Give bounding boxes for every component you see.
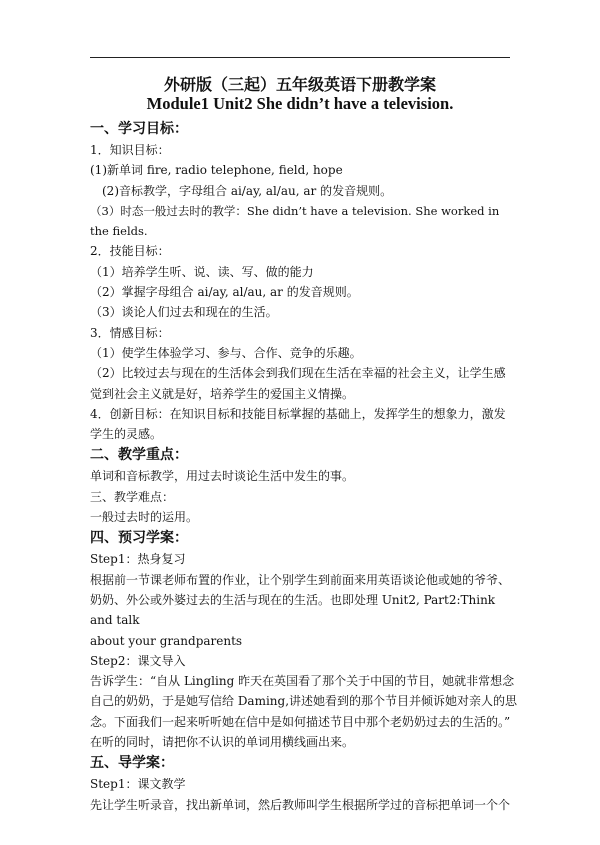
- preview-step-2-line-3: 念。下面我们一起来听听她在信中是如何描述节目中那个老奶奶过去的生活的。”: [90, 714, 511, 729]
- knowledge-item-2: (2)音标教学，字母组合 ai/ay, al/au, ar 的发音规则。: [102, 183, 393, 198]
- preview-step-2: Step2：课文导入: [90, 653, 186, 668]
- creative-line-1: 4．创新目标：在知识目标和技能目标掌握的基础上，发挥学生的想象力，激发: [90, 406, 506, 421]
- guide-step-1-line-1: 先让学生听录音，找出新单词，然后教师叫学生根据所学过的音标把单词一个个: [90, 797, 511, 812]
- preview-step-2-line-1: 告诉学生：“自从 Lingling 昨天在英国看了那个关于中国的节目，她就非常想念: [90, 674, 515, 689]
- emotion-item-2-line-2: 觉到社会主义就是好，培养学生的爱国主义情操。: [90, 386, 355, 401]
- document-subtitle: Module1 Unit2 She didn’t have a television.: [146, 94, 454, 113]
- difficulties-text: 一般过去时的运用。: [90, 510, 199, 525]
- preview-step-2-line-2: 自己的奶奶，于是她写信给 Daming,讲述她看到的那个节目并倾诉她对亲人的思: [90, 694, 518, 709]
- knowledge-label: 1．知识目标：: [90, 143, 170, 157]
- header-rule: [90, 57, 510, 58]
- section-heading-difficulties: 三、教学难点：: [90, 489, 175, 504]
- guide-step-1: Step1：课文教学: [90, 777, 186, 792]
- emotion-item-2-line-1: （2）比较过去与现在的生活体会到我们现在生活在幸福的社会主义，让学生感: [90, 366, 506, 381]
- skill-item-1: （1）培养学生听、说、读、写、做的能力: [90, 264, 314, 279]
- emotion-label: 3．情感目标：: [90, 325, 170, 340]
- skill-label: 2．技能目标：: [90, 244, 170, 259]
- skill-item-2: （2）掌握字母组合 ai/ay, al/au, ar 的发音规则。: [90, 285, 359, 300]
- section-heading-objectives: 一、学习目标：: [90, 121, 188, 137]
- preview-step-1-line-3: about your grandparents: [90, 633, 243, 648]
- knowledge-item-3: （3）时态一般过去时的教学：She didn’t have a television. She worked in the fields.: [90, 203, 500, 239]
- preview-step-1-line-2: 奶奶、外公或外婆过去的生活与现在的生活。也即处理 Unit2, Part2:Think and talk: [90, 592, 496, 628]
- section-heading-preview: 四、预习学案：: [90, 530, 188, 547]
- skill-item-3: （3）谈论人们过去和现在的生活。: [90, 305, 278, 320]
- preview-step-2-line-4: 在听的同时，请把你不认识的单词用横线画出来。: [90, 735, 355, 750]
- section-heading-key-points: 二、教学重点：: [90, 447, 188, 464]
- preview-step-1: Step1：热身复习: [90, 552, 186, 567]
- key-points-text: 单词和音标教学，用过去时谈论生活中发生的事。: [90, 469, 355, 484]
- preview-step-1-line-1: 根据前一节课老师布置的作业，让个别学生到前面来用英语谈论他或她的爷爷、: [90, 572, 511, 587]
- document-title: 外研版（三起）五年级英语下册教学案: [163, 75, 436, 94]
- document-body: [90, 118, 520, 815]
- emotion-item-1: （1）使学生体验学习、参与、合作、竞争的乐趣。: [90, 345, 362, 360]
- creative-line-2: 学生的灵感。: [90, 427, 163, 442]
- section-heading-guide: 五、导学案：: [90, 755, 174, 772]
- knowledge-item-1: (1)新单词 fire, radio telephone, field, hope: [90, 163, 343, 178]
